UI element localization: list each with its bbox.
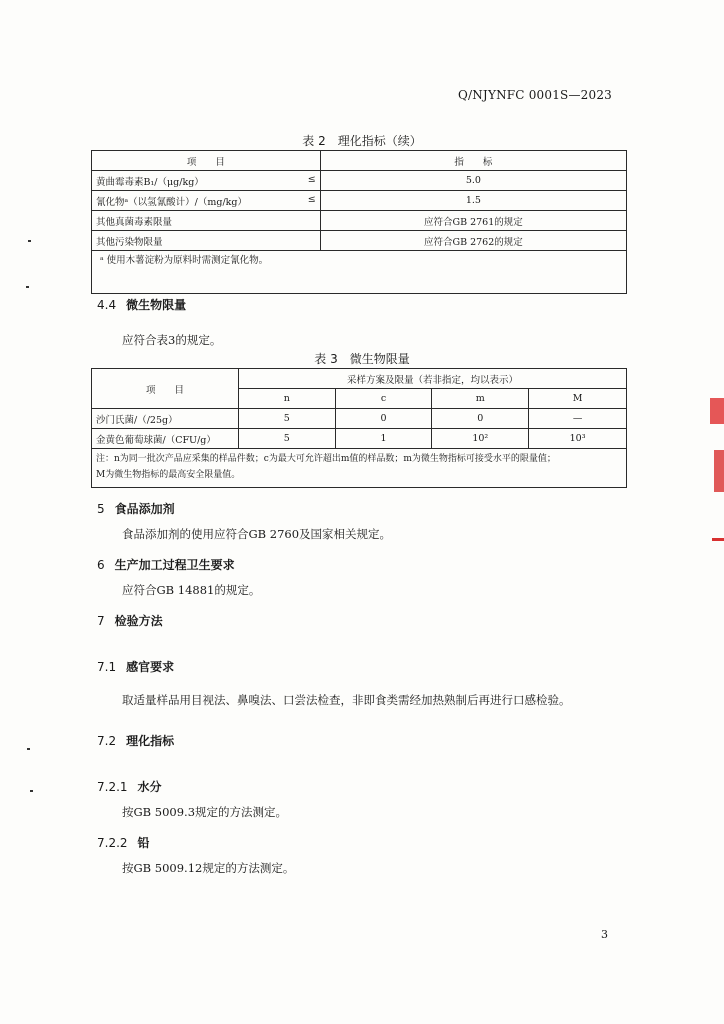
section-7-heading [97, 612, 163, 629]
red-seal-fragment [712, 538, 724, 541]
section-6-heading [97, 556, 235, 573]
section-number: 7.1 [97, 660, 117, 674]
table3-item: 金黄色葡萄球菌/（CFU/g） [92, 429, 239, 449]
section-title: 检验方法 [114, 614, 163, 628]
table3-note-row [92, 449, 627, 488]
section-title: 生产加工过程卫生要求 [114, 558, 235, 572]
section-title: 理化指标 [126, 734, 175, 748]
table3-subheader-m: m [432, 389, 529, 409]
table3-header-group: 采样方案及限量（若非指定，均以表示） [238, 369, 626, 389]
table2-footnote: ᵃ 使用木薯淀粉为原料时需测定氰化物。 [92, 251, 627, 294]
table3-n: 5 [238, 409, 335, 429]
section-7-1-text: 取适量样品用目视法、鼻嗅法、口尝法检查，非即食类需经加热熟制后再进行口感检验。 [122, 693, 571, 707]
table2-header-value: 指 标 [320, 151, 626, 171]
scan-speck [28, 240, 31, 242]
section-number: 4.4 [97, 298, 117, 312]
table3-subheader-c: c [335, 389, 432, 409]
scan-speck [27, 748, 30, 750]
scan-speck [30, 790, 33, 792]
table3-m: 10² [432, 429, 529, 449]
section-7-2-2-heading [97, 834, 150, 851]
scan-speck [26, 286, 29, 288]
section-title: 水分 [137, 780, 162, 794]
document-number: Q/NJYNFC 0001S—2023 [457, 88, 612, 102]
section-7-2-1-heading [97, 778, 162, 795]
table-row [92, 231, 627, 251]
table2-header-row [92, 151, 627, 171]
section-number: 7.2 [97, 734, 117, 748]
table3-item: 沙门氏菌/（/25g） [92, 409, 239, 429]
table3-note-line1: 注：n为同一批次产品应采集的样品件数；c为最大可允许超出m值的样品数；m为微生物指标可接受水平的限量值； [96, 454, 556, 464]
table3-note [92, 449, 627, 488]
table3-note-line2: M为微生物指标的最高安全限量值。 [96, 470, 241, 480]
table2-header-item: 项 目 [92, 151, 321, 171]
table-row [92, 429, 627, 449]
section-number: 7.2.1 [97, 780, 128, 794]
table2-caption: 表 2 理化指标（续） [302, 134, 422, 148]
section-number: 7 [97, 614, 105, 628]
section-number: 6 [97, 558, 105, 572]
table-row [92, 211, 627, 231]
section-7-2-1-text: 按GB 5009.3规定的方法测定。 [122, 805, 288, 819]
table3-subheader-M: M [529, 389, 627, 409]
section-5-text: 食品添加剂的使用应符合GB 2760及国家相关规定。 [122, 527, 392, 541]
section-number: 7.2.2 [97, 836, 128, 850]
table2-footnote-row [92, 251, 627, 294]
table-row [92, 171, 627, 191]
table-row [92, 191, 627, 211]
table3-m: 0 [432, 409, 529, 429]
table3-header-row [92, 369, 627, 389]
section-title: 食品添加剂 [114, 502, 175, 516]
table2-item: 其他真菌毒素限量 [92, 211, 321, 231]
table3-c: 1 [335, 429, 432, 449]
table2-value: 应符合GB 2761的规定 [320, 211, 626, 231]
table2-op: ≤ [307, 193, 316, 205]
table2-value: 应符合GB 2762的规定 [320, 231, 626, 251]
table3-header-item: 项 目 [92, 369, 239, 409]
table3-M: 10³ [529, 429, 627, 449]
table3-subheader-n: n [238, 389, 335, 409]
table3-caption: 表 3 微生物限量 [314, 352, 410, 366]
table3-c: 0 [335, 409, 432, 429]
section-4-4-heading [97, 296, 186, 313]
section-7-2-heading [97, 732, 174, 749]
page-number: 3 [601, 928, 608, 941]
section-4-4-text: 应符合表3的规定。 [122, 333, 222, 347]
section-5-heading [97, 500, 175, 517]
table2-item: 黄曲霉毒素B₁/（μg/kg） [96, 176, 204, 188]
red-seal-fragment [710, 398, 724, 424]
section-title: 微生物限量 [126, 298, 187, 312]
table2-item: 氰化物ᵃ（以氢氰酸计）/（mg/kg） [96, 196, 247, 208]
table3-n: 5 [238, 429, 335, 449]
red-seal-fragment [714, 450, 724, 492]
section-number: 5 [97, 502, 105, 516]
table2 [91, 150, 627, 294]
table2-op: ≤ [307, 173, 316, 185]
section-7-2-2-text: 按GB 5009.12规定的方法测定。 [122, 861, 295, 875]
table2-value: 5.0 [320, 171, 626, 191]
section-title: 感官要求 [126, 660, 175, 674]
table3 [91, 368, 627, 488]
table2-value: 1.5 [320, 191, 626, 211]
section-7-1-heading [97, 658, 174, 675]
section-6-text: 应符合GB 14881的规定。 [122, 583, 261, 597]
section-title: 铅 [137, 836, 150, 850]
table-row [92, 409, 627, 429]
table2-item: 其他污染物限量 [92, 231, 321, 251]
table3-M: — [529, 409, 627, 429]
